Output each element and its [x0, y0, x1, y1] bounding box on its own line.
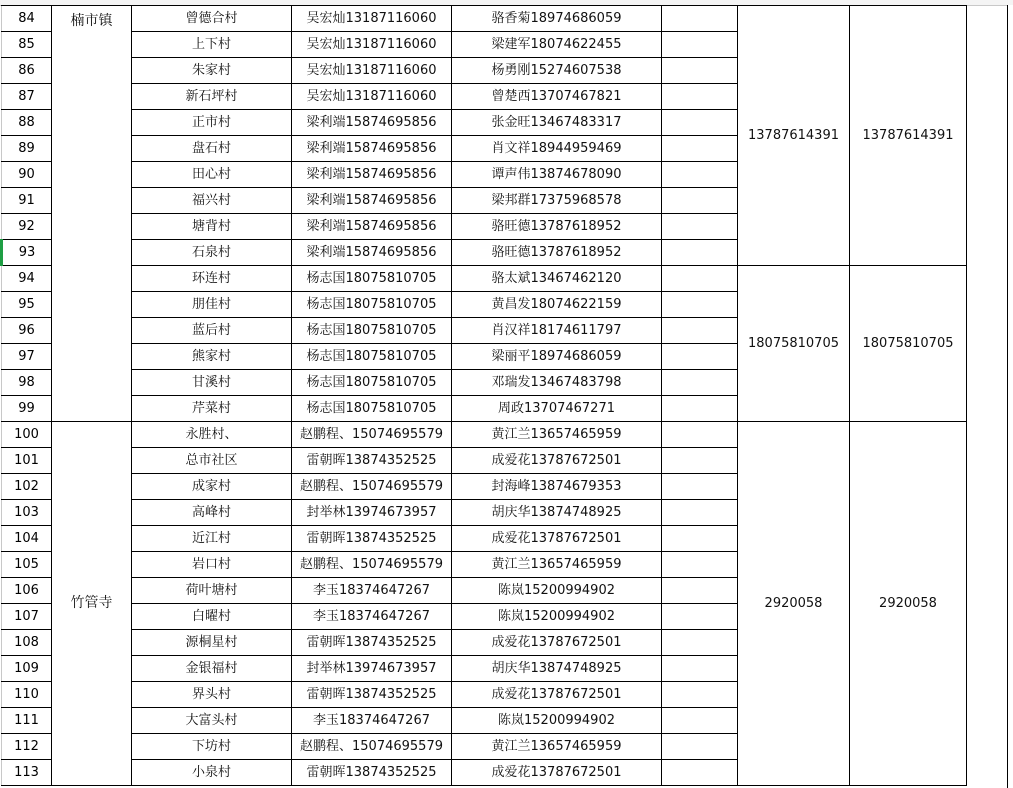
village-contact-cell[interactable]: 谭声伟13874678090 [452, 162, 662, 188]
village-cell[interactable]: 上下村 [132, 32, 292, 58]
leader-contact-cell[interactable]: 李玉18374647267 [292, 604, 452, 630]
table-row [2, 422, 967, 448]
leader-contact-cell[interactable]: 李玉18374647267 [292, 578, 452, 604]
village-contact-cell[interactable]: 黄江兰13657465959 [452, 734, 662, 760]
hotline-cell[interactable]: 13787614391 [850, 6, 967, 266]
empty-cell[interactable] [662, 6, 738, 32]
row-number-cell[interactable]: 87 [2, 84, 52, 110]
empty-cell[interactable] [662, 214, 738, 240]
empty-cell[interactable] [662, 266, 738, 292]
village-cell[interactable]: 总市社区 [132, 448, 292, 474]
village-cell[interactable]: 成家村 [132, 474, 292, 500]
leader-contact-cell[interactable]: 杨志国18075810705 [292, 318, 452, 344]
village-contact-cell[interactable]: 骆太斌13467462120 [452, 266, 662, 292]
empty-cell[interactable] [662, 240, 738, 266]
row-number-cell[interactable]: 89 [2, 136, 52, 162]
village-contact-cell[interactable]: 成爱花13787672501 [452, 760, 662, 786]
village-contact-cell[interactable]: 周政13707467271 [452, 396, 662, 422]
row-number-cell[interactable]: 106 [2, 578, 52, 604]
row-number-cell[interactable]: 84 [2, 6, 52, 32]
village-cell[interactable]: 永胜村、 [132, 422, 292, 448]
row-number-cell[interactable]: 90 [2, 162, 52, 188]
empty-cell[interactable] [662, 110, 738, 136]
village-cell[interactable]: 高峰村 [132, 500, 292, 526]
row-number-cell[interactable]: 93 [2, 240, 52, 266]
empty-cell[interactable] [662, 630, 738, 656]
adjacent-column-edge [1007, 5, 1013, 788]
empty-cell[interactable] [662, 604, 738, 630]
row-number-cell[interactable]: 85 [2, 32, 52, 58]
village-contact-cell[interactable]: 陈岚15200994902 [452, 578, 662, 604]
leader-contact-cell[interactable]: 赵鹏程、15074695579 [292, 474, 452, 500]
row-number-cell[interactable]: 97 [2, 344, 52, 370]
leader-contact-cell[interactable]: 杨志国18075810705 [292, 344, 452, 370]
village-cell[interactable]: 正市村 [132, 110, 292, 136]
village-cell[interactable]: 甘溪村 [132, 370, 292, 396]
hotline-cell[interactable]: 18075810705 [850, 266, 967, 422]
leader-contact-cell[interactable]: 梁利端15874695856 [292, 136, 452, 162]
village-contact-cell[interactable]: 成爱花13787672501 [452, 682, 662, 708]
village-cell[interactable]: 大富头村 [132, 708, 292, 734]
empty-cell[interactable] [662, 474, 738, 500]
empty-cell[interactable] [662, 32, 738, 58]
row-number-cell[interactable]: 103 [2, 500, 52, 526]
village-cell[interactable]: 荷叶塘村 [132, 578, 292, 604]
leader-contact-cell[interactable]: 雷朝晖13874352525 [292, 448, 452, 474]
empty-cell[interactable] [662, 162, 738, 188]
row-number-cell[interactable]: 108 [2, 630, 52, 656]
village-contact-cell[interactable]: 陈岚15200994902 [452, 708, 662, 734]
town-cell-zhuguansi[interactable]: 竹管寺 [52, 422, 132, 786]
hotline-cell[interactable]: 2920058 [738, 422, 850, 786]
village-cell[interactable]: 福兴村 [132, 188, 292, 214]
row-number-cell[interactable]: 92 [2, 214, 52, 240]
row-number-cell[interactable]: 94 [2, 266, 52, 292]
town-cell-nanshi[interactable]: 楠市镇 [52, 6, 132, 422]
village-contact-cell[interactable]: 骆香菊18974686059 [452, 6, 662, 32]
leader-contact-cell[interactable]: 杨志国18075810705 [292, 266, 452, 292]
village-cell[interactable]: 芹菜村 [132, 396, 292, 422]
village-contact-cell[interactable]: 骆旺德13787618952 [452, 214, 662, 240]
leader-contact-cell[interactable]: 雷朝晖13874352525 [292, 760, 452, 786]
leader-contact-cell[interactable]: 梁利端15874695856 [292, 110, 452, 136]
village-contact-cell[interactable]: 张金旺13467483317 [452, 110, 662, 136]
row-number-cell[interactable]: 101 [2, 448, 52, 474]
leader-contact-cell[interactable]: 吴宏灿13187116060 [292, 32, 452, 58]
village-contact-cell[interactable]: 梁邦群17375968578 [452, 188, 662, 214]
leader-contact-cell[interactable]: 梁利端15874695856 [292, 162, 452, 188]
empty-cell[interactable] [662, 84, 738, 110]
leader-contact-cell[interactable]: 吴宏灿13187116060 [292, 84, 452, 110]
empty-cell[interactable] [662, 422, 738, 448]
empty-cell[interactable] [662, 734, 738, 760]
empty-cell[interactable] [662, 344, 738, 370]
village-contact-cell[interactable]: 曾楚西13707467821 [452, 84, 662, 110]
empty-cell[interactable] [662, 682, 738, 708]
village-cell[interactable]: 界头村 [132, 682, 292, 708]
empty-cell[interactable] [662, 526, 738, 552]
village-contact-cell[interactable]: 骆旺德13787618952 [452, 240, 662, 266]
village-cell[interactable]: 朱家村 [132, 58, 292, 84]
village-contact-cell[interactable]: 成爱花13787672501 [452, 448, 662, 474]
empty-cell[interactable] [662, 136, 738, 162]
empty-cell[interactable] [662, 552, 738, 578]
village-cell[interactable]: 石泉村 [132, 240, 292, 266]
row-number-cell[interactable]: 88 [2, 110, 52, 136]
empty-cell[interactable] [662, 318, 738, 344]
empty-cell[interactable] [662, 188, 738, 214]
row-number-cell[interactable]: 109 [2, 656, 52, 682]
leader-contact-cell[interactable]: 梁利端15874695856 [292, 214, 452, 240]
village-contact-cell[interactable]: 梁丽平18974686059 [452, 344, 662, 370]
table-row [2, 266, 967, 292]
village-cell[interactable]: 朋佳村 [132, 292, 292, 318]
village-contact-cell[interactable]: 陈岚15200994902 [452, 604, 662, 630]
empty-cell[interactable] [662, 396, 738, 422]
leader-contact-cell[interactable]: 杨志国18075810705 [292, 396, 452, 422]
row-number-cell[interactable]: 113 [2, 760, 52, 786]
village-contact-cell[interactable]: 成爱花13787672501 [452, 630, 662, 656]
empty-cell[interactable] [662, 578, 738, 604]
row-number-cell[interactable]: 86 [2, 58, 52, 84]
village-cell[interactable]: 源桐星村 [132, 630, 292, 656]
village-cell[interactable]: 曾德合村 [132, 6, 292, 32]
leader-contact-cell[interactable]: 赵鹏程、15074695579 [292, 422, 452, 448]
row-number-cell[interactable]: 105 [2, 552, 52, 578]
empty-cell[interactable] [662, 708, 738, 734]
village-contact-cell[interactable]: 邓瑞发13467483798 [452, 370, 662, 396]
hotline-cell[interactable]: 13787614391 [738, 6, 850, 266]
row-number-cell[interactable]: 104 [2, 526, 52, 552]
empty-cell[interactable] [662, 448, 738, 474]
village-contact-cell[interactable]: 封海峰13874679353 [452, 474, 662, 500]
empty-cell[interactable] [662, 760, 738, 786]
leader-contact-cell[interactable]: 雷朝晖13874352525 [292, 682, 452, 708]
village-contact-cell[interactable]: 成爱花13787672501 [452, 526, 662, 552]
village-cell[interactable]: 环连村 [132, 266, 292, 292]
empty-cell[interactable] [662, 370, 738, 396]
village-cell[interactable]: 蓝后村 [132, 318, 292, 344]
row-number-cell[interactable]: 110 [2, 682, 52, 708]
village-cell[interactable]: 田心村 [132, 162, 292, 188]
row-number-cell[interactable]: 111 [2, 708, 52, 734]
empty-cell[interactable] [662, 292, 738, 318]
empty-cell[interactable] [662, 656, 738, 682]
leader-contact-cell[interactable]: 赵鹏程、15074695579 [292, 552, 452, 578]
sheet-body [2, 6, 967, 786]
village-contact-cell[interactable]: 杨勇刚15274607538 [452, 58, 662, 84]
village-contact-cell[interactable]: 胡庆华13874748925 [452, 656, 662, 682]
village-cell[interactable]: 下坊村 [132, 734, 292, 760]
village-cell[interactable]: 岩口村 [132, 552, 292, 578]
row-number-cell[interactable]: 112 [2, 734, 52, 760]
row-number-cell[interactable]: 98 [2, 370, 52, 396]
leader-contact-cell[interactable]: 杨志国18075810705 [292, 292, 452, 318]
village-cell[interactable]: 近江村 [132, 526, 292, 552]
village-contact-cell[interactable]: 黄江兰13657465959 [452, 552, 662, 578]
spreadsheet-table [0, 5, 967, 786]
village-cell[interactable]: 新石坪村 [132, 84, 292, 110]
row-number-cell[interactable]: 99 [2, 396, 52, 422]
leader-contact-cell[interactable]: 李玉18374647267 [292, 708, 452, 734]
village-cell[interactable]: 小泉村 [132, 760, 292, 786]
leader-contact-cell[interactable]: 梁利端15874695856 [292, 240, 452, 266]
empty-cell[interactable] [662, 500, 738, 526]
village-contact-cell[interactable]: 肖文祥18944959469 [452, 136, 662, 162]
leader-contact-cell[interactable]: 封举林13974673957 [292, 500, 452, 526]
leader-contact-cell[interactable]: 雷朝晖13874352525 [292, 526, 452, 552]
village-cell[interactable]: 金银福村 [132, 656, 292, 682]
village-cell[interactable]: 塘背村 [132, 214, 292, 240]
village-cell[interactable]: 熊家村 [132, 344, 292, 370]
village-contact-cell[interactable]: 黄江兰13657465959 [452, 422, 662, 448]
row-number-cell[interactable]: 91 [2, 188, 52, 214]
village-contact-cell[interactable]: 肖汉祥18174611797 [452, 318, 662, 344]
leader-contact-cell[interactable]: 雷朝晖13874352525 [292, 630, 452, 656]
leader-contact-cell[interactable]: 梁利端15874695856 [292, 188, 452, 214]
village-contact-cell[interactable]: 黄昌发18074622159 [452, 292, 662, 318]
row-number-cell[interactable]: 100 [2, 422, 52, 448]
row-number-cell[interactable]: 102 [2, 474, 52, 500]
village-cell[interactable]: 白曜村 [132, 604, 292, 630]
leader-contact-cell[interactable]: 杨志国18075810705 [292, 370, 452, 396]
village-contact-cell[interactable]: 梁建军18074622455 [452, 32, 662, 58]
leader-contact-cell[interactable]: 封举林13974673957 [292, 656, 452, 682]
village-contact-cell[interactable]: 胡庆华13874748925 [452, 500, 662, 526]
row-number-cell[interactable]: 96 [2, 318, 52, 344]
row-number-cell[interactable]: 107 [2, 604, 52, 630]
table-row [2, 6, 967, 32]
hotline-cell[interactable]: 18075810705 [738, 266, 850, 422]
leader-contact-cell[interactable]: 吴宏灿13187116060 [292, 58, 452, 84]
empty-cell[interactable] [662, 58, 738, 84]
leader-contact-cell[interactable]: 吴宏灿13187116060 [292, 6, 452, 32]
hotline-cell[interactable]: 2920058 [850, 422, 967, 786]
leader-contact-cell[interactable]: 赵鹏程、15074695579 [292, 734, 452, 760]
row-number-cell[interactable]: 95 [2, 292, 52, 318]
village-cell[interactable]: 盘石村 [132, 136, 292, 162]
